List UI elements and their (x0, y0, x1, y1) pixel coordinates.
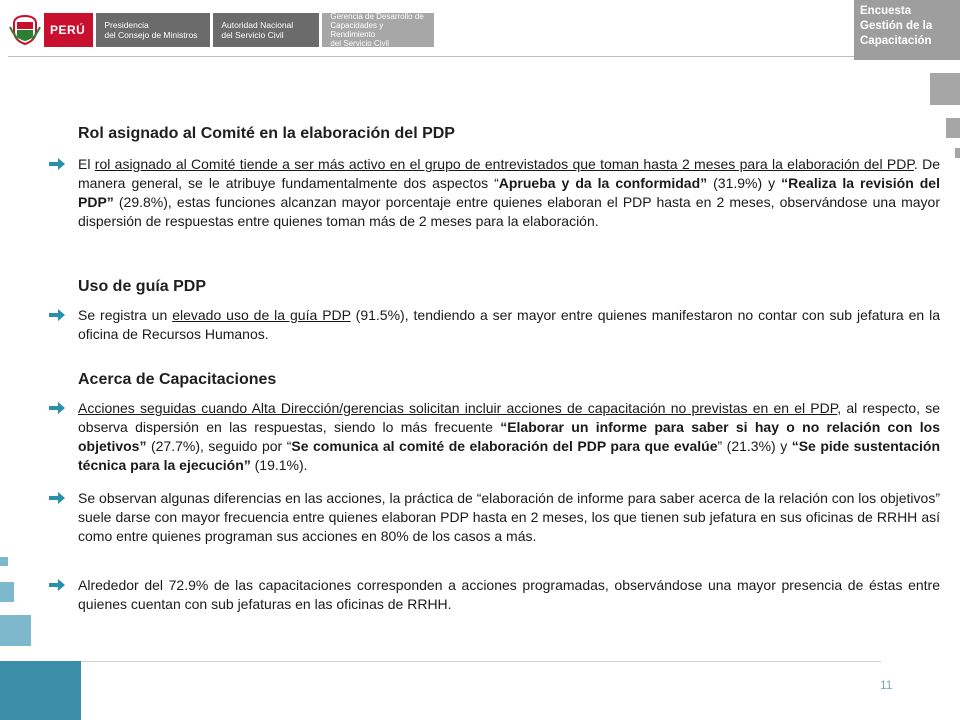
bold-text: “Realiza la revisión del PDP” (78, 175, 940, 210)
arrow-right-icon (48, 577, 66, 593)
section-title-capacitaciones: Acerca de Capacitaciones (78, 371, 277, 388)
text-segment: . De manera general, se le atribuye fundamentalmente dos aspectos “ (78, 156, 941, 191)
paragraph (78, 576, 940, 614)
decor-block (0, 582, 14, 602)
decor-block (955, 148, 960, 158)
arrow-right-icon (48, 490, 66, 506)
bold-text: Aprueba y da la conformidad” (498, 175, 708, 191)
header-logos (8, 10, 434, 50)
arrow-right-icon (48, 307, 66, 323)
survey-tag-line-2: Gestión de la (860, 20, 933, 32)
bold-text: Se comunica al comité de elaboración del PDP para que evalúe (291, 438, 718, 454)
text-segment: (19.1%). (250, 457, 308, 473)
section-title-rol: Rol asignado al Comité en la elaboración del PDP (78, 125, 455, 142)
underlined-text: elevado uso de la guía PDP (172, 307, 351, 323)
paragraph (78, 489, 940, 546)
decor-block (0, 557, 8, 566)
text-segment: El (78, 156, 95, 172)
section-title-guia: Uso de guía PDP (78, 278, 207, 295)
text-segment: (91.5%), tendiendo a ser mayor entre quienes manifestaron no contar con sub jefatura en la oficina de Recursos Humanos. (78, 307, 940, 342)
header-divider (8, 56, 856, 57)
text-segment: (27.7%), seguido por “ (146, 438, 292, 454)
gerencia-label: Gerencia de Desarrollo de Capacidades y Rendimiento del Servicio Civil (322, 13, 434, 47)
paragraph (78, 306, 940, 344)
text-segment: , al respecto, se observa dispersión en las respuestas, siendo lo más frecuente (78, 400, 940, 435)
survey-tag-line-1: Encuesta (860, 5, 912, 17)
peru-label: PERÚ (44, 13, 93, 47)
underlined-text: Acciones seguidas cuando Alta Dirección/gerencias solicitan incluir acciones de capacitación no previstas en en el PDP (78, 400, 838, 416)
text-segment: Se observan algunas diferencias en las acciones, la práctica de “elaboración de informe para saber acerca de la relación con los objetivos” suele darse con mayor frecuencia entre quienes elaboran PDP hasta en 2 meses, los que tienen sub jefatura en sus oficinas de RRHH así como entre quienes programan sus acciones en 80% de los casos a más. (78, 490, 940, 544)
arrow-right-icon (48, 156, 66, 172)
decor-block (946, 118, 960, 138)
arrow-right-icon (48, 400, 66, 416)
text-segment: (31.9%) y (707, 175, 782, 191)
text-segment: Alrededor del 72.9% de las capacitaciones corresponden a acciones programadas, observándose una mayor presencia de éstas entre quienes cuentan con sub jefaturas en las oficinas de RRHH. (78, 577, 940, 612)
bold-text: “Se pide sustentación técnica para la ejecución” (78, 438, 940, 473)
decor-block (0, 661, 81, 720)
bold-text: “Elaborar un informe para saber si hay o no relación con los objetivos” (78, 419, 940, 454)
servir-label: Autoridad Nacional del Servicio Civil (213, 13, 319, 47)
page-number: 11 (880, 678, 893, 692)
decor-block (0, 615, 31, 646)
coat-of-arms-icon (8, 13, 42, 47)
text-segment: (29.8%), estas funciones alcanzan mayor porcentaje entre quienes elaboran el PDP hasta en 2 meses, observándose una mayor dispersión de respuestas entre quienes toman más de 2 meses para la elaboración. (78, 194, 940, 229)
decor-block (930, 73, 960, 105)
footer-divider (81, 661, 881, 662)
underlined-text: rol asignado al Comité tiende a ser más activo en el grupo de entrevistados que toman hasta 2 meses para la elaboración del PDP (94, 156, 914, 172)
survey-tag (854, 0, 960, 60)
text-segment: Se registra un (78, 307, 173, 323)
survey-tag-line-3: Capacitación (860, 35, 932, 47)
text-segment: ” (21.3%) y (717, 438, 792, 454)
paragraph (78, 155, 940, 231)
paragraph (78, 399, 940, 475)
presidencia-label: Presidencia del Consejo de Ministros (96, 13, 210, 47)
